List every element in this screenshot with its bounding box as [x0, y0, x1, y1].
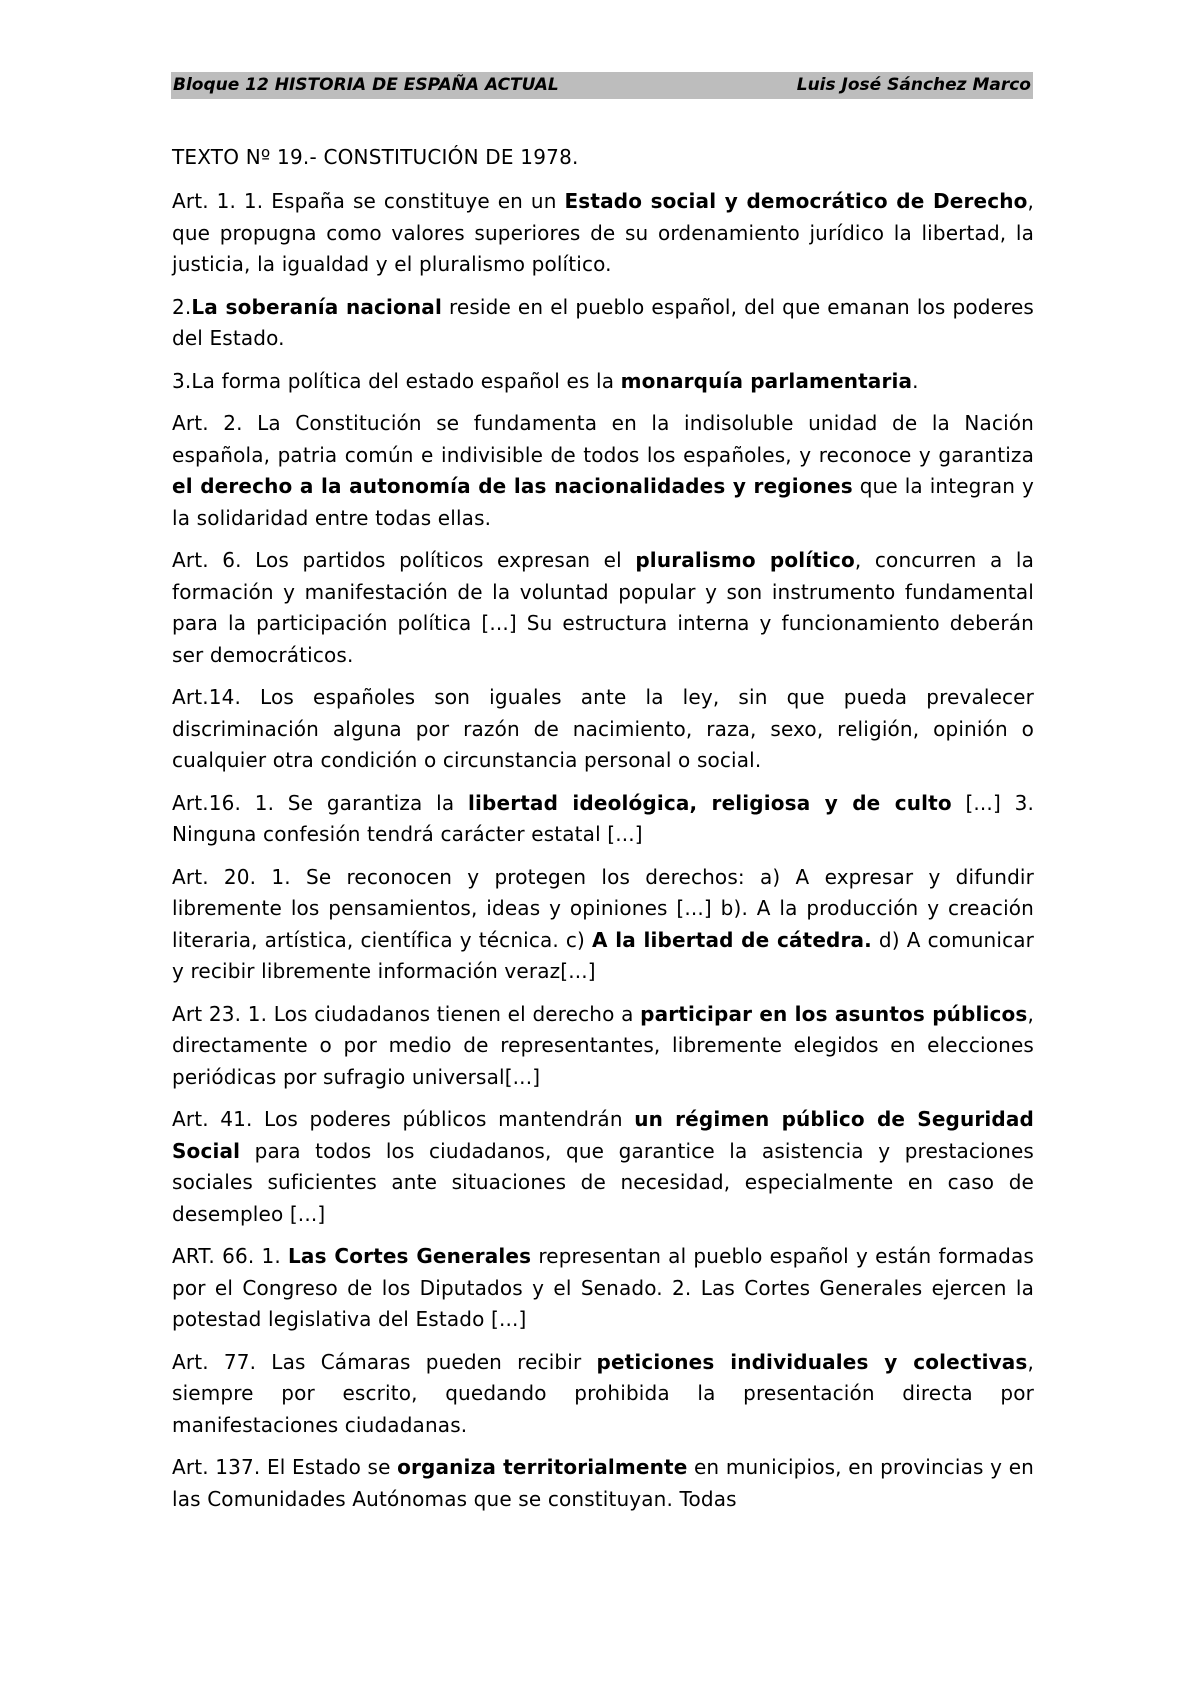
document-title: TEXTO Nº 19.- CONSTITUCIÓN DE 1978.	[172, 145, 579, 169]
emphasis-text: La soberanía nacional	[191, 294, 442, 319]
article-paragraph	[172, 1452, 1034, 1515]
header-author: Luis José Sánchez Marco	[796, 75, 1031, 95]
paragraph-text: , que propugna como valores superiores de su ordenamiento jurídico la libertad, la justicia, la igualdad y el pluralismo político.	[172, 189, 1034, 276]
emphasis-text: A la libertad de cátedra.	[592, 927, 872, 952]
paragraph-text: Art. 6. Los partidos políticos expresan el	[172, 548, 636, 572]
paragraph-text: Art. 2. La Constitución se fundamenta en la indisoluble unidad de la Nación española, patria común e indivisible de todos los españoles, y reconoce y garantiza	[172, 411, 1034, 467]
page-header	[171, 72, 1033, 99]
emphasis-text: un régimen público de Seguridad Social	[172, 1107, 1034, 1163]
paragraph-text: Art.16. 1. Se garantiza la	[172, 790, 469, 815]
paragraph-text: Art.14. Los españoles son iguales ante la ley, sin que pueda prevalecer discriminación alguna por razón de nacimiento, raza, sexo, religión, opinión o cualquier otra condición o circunstancia personal o social.	[172, 685, 1034, 772]
paragraph-text: d) A comunicar y recibir libremente información veraz[...]	[172, 927, 1035, 983]
paragraph-text: Art 23. 1. Los ciudadanos tienen el derecho a	[172, 1001, 641, 1026]
paragraph-text: 3.La forma política del estado español es la	[172, 368, 621, 393]
article-paragraph	[172, 682, 1034, 777]
emphasis-text: participar en los asuntos públicos	[640, 1001, 1028, 1026]
paragraph-text: para todos los ciudadanos, que garantice la asistencia y prestaciones sociales suficientes ante situaciones de necesidad, especialmente en caso de desempleo [...]	[172, 1138, 1034, 1226]
emphasis-text: organiza territorialmente	[397, 1455, 688, 1479]
paragraph-text: representan al pueblo español y están formadas por el Congreso de los Diputados y el Senado. 2. Las Cortes Generales ejercen la potestad legislativa del Estado [...]	[172, 1244, 1034, 1331]
article-paragraph	[172, 186, 1034, 281]
paragraph-text: , directamente o por medio de representantes, libremente elegidos en elecciones periódicas por sufragio universal[...]	[172, 1001, 1034, 1089]
emphasis-text: Estado social y democrático de Derecho	[564, 189, 1028, 213]
paragraph-text: reside en el pueblo español, del que emanan los poderes del Estado.	[172, 294, 1034, 350]
article-paragraph	[172, 999, 1034, 1094]
article-paragraph	[172, 1241, 1034, 1336]
emphasis-text: libertad ideológica, religiosa y de culto	[468, 790, 952, 815]
paragraph-text: ART. 66. 1.	[172, 1244, 289, 1268]
paragraph-text: Art. 1. 1. España se constituye en un	[172, 189, 565, 213]
emphasis-text: el derecho a la autonomía de las nacionalidades y regiones	[172, 474, 853, 498]
paragraph-text: [...] 3. Ninguna confesión tendrá carácter estatal [...]	[172, 790, 1035, 846]
paragraph-text: , concurren a la formación y manifestación de la voluntad popular y son instrumento fundamental para la participación política [...] Su estructura interna y funcionamiento deberán ser democráticos.	[172, 548, 1034, 667]
emphasis-text: Las Cortes Generales	[288, 1244, 532, 1268]
paragraph-text: , siempre por escrito, quedando prohibida la presentación directa por manifestaciones ciudadanas.	[172, 1349, 1034, 1437]
emphasis-text: monarquía parlamentaria	[620, 368, 913, 393]
article-paragraph	[172, 862, 1034, 988]
paragraph-text: .	[912, 368, 919, 393]
article-paragraph	[172, 408, 1034, 534]
article-paragraph	[172, 545, 1034, 671]
paragraph-text: que la integran y la solidaridad entre todas ellas.	[172, 474, 1034, 530]
paragraph-text: Art. 20. 1. Se reconocen y protegen los derechos: a) A expresar y difundir libremente los pensamientos, ideas y opiniones [...] b). A la producción y creación literaria, artística, científica y técnica. c)	[172, 864, 1034, 952]
article-paragraph	[172, 1347, 1034, 1442]
paragraph-text: Art. 137. El Estado se	[172, 1455, 398, 1479]
article-paragraph	[172, 366, 1034, 398]
document-body	[172, 142, 1034, 1526]
paragraph-text: en municipios, en provincias y en las Comunidades Autónomas que se constituyan. Todas	[172, 1455, 1034, 1511]
paragraph-text: Art. 77. Las Cámaras pueden recibir	[172, 1349, 597, 1374]
emphasis-text: peticiones individuales y colectivas	[596, 1349, 1028, 1374]
paragraph-text: Art. 41. Los poderes públicos mantendrán	[172, 1107, 635, 1131]
article-list	[172, 186, 1034, 1515]
article-paragraph	[172, 788, 1034, 851]
header-course-title: Bloque 12 HISTORIA DE ESPAÑA ACTUAL	[173, 75, 559, 95]
article-paragraph	[172, 292, 1034, 355]
article-paragraph	[172, 1104, 1034, 1230]
emphasis-text: pluralismo político	[635, 548, 855, 572]
paragraph-text: 2.	[172, 294, 192, 319]
